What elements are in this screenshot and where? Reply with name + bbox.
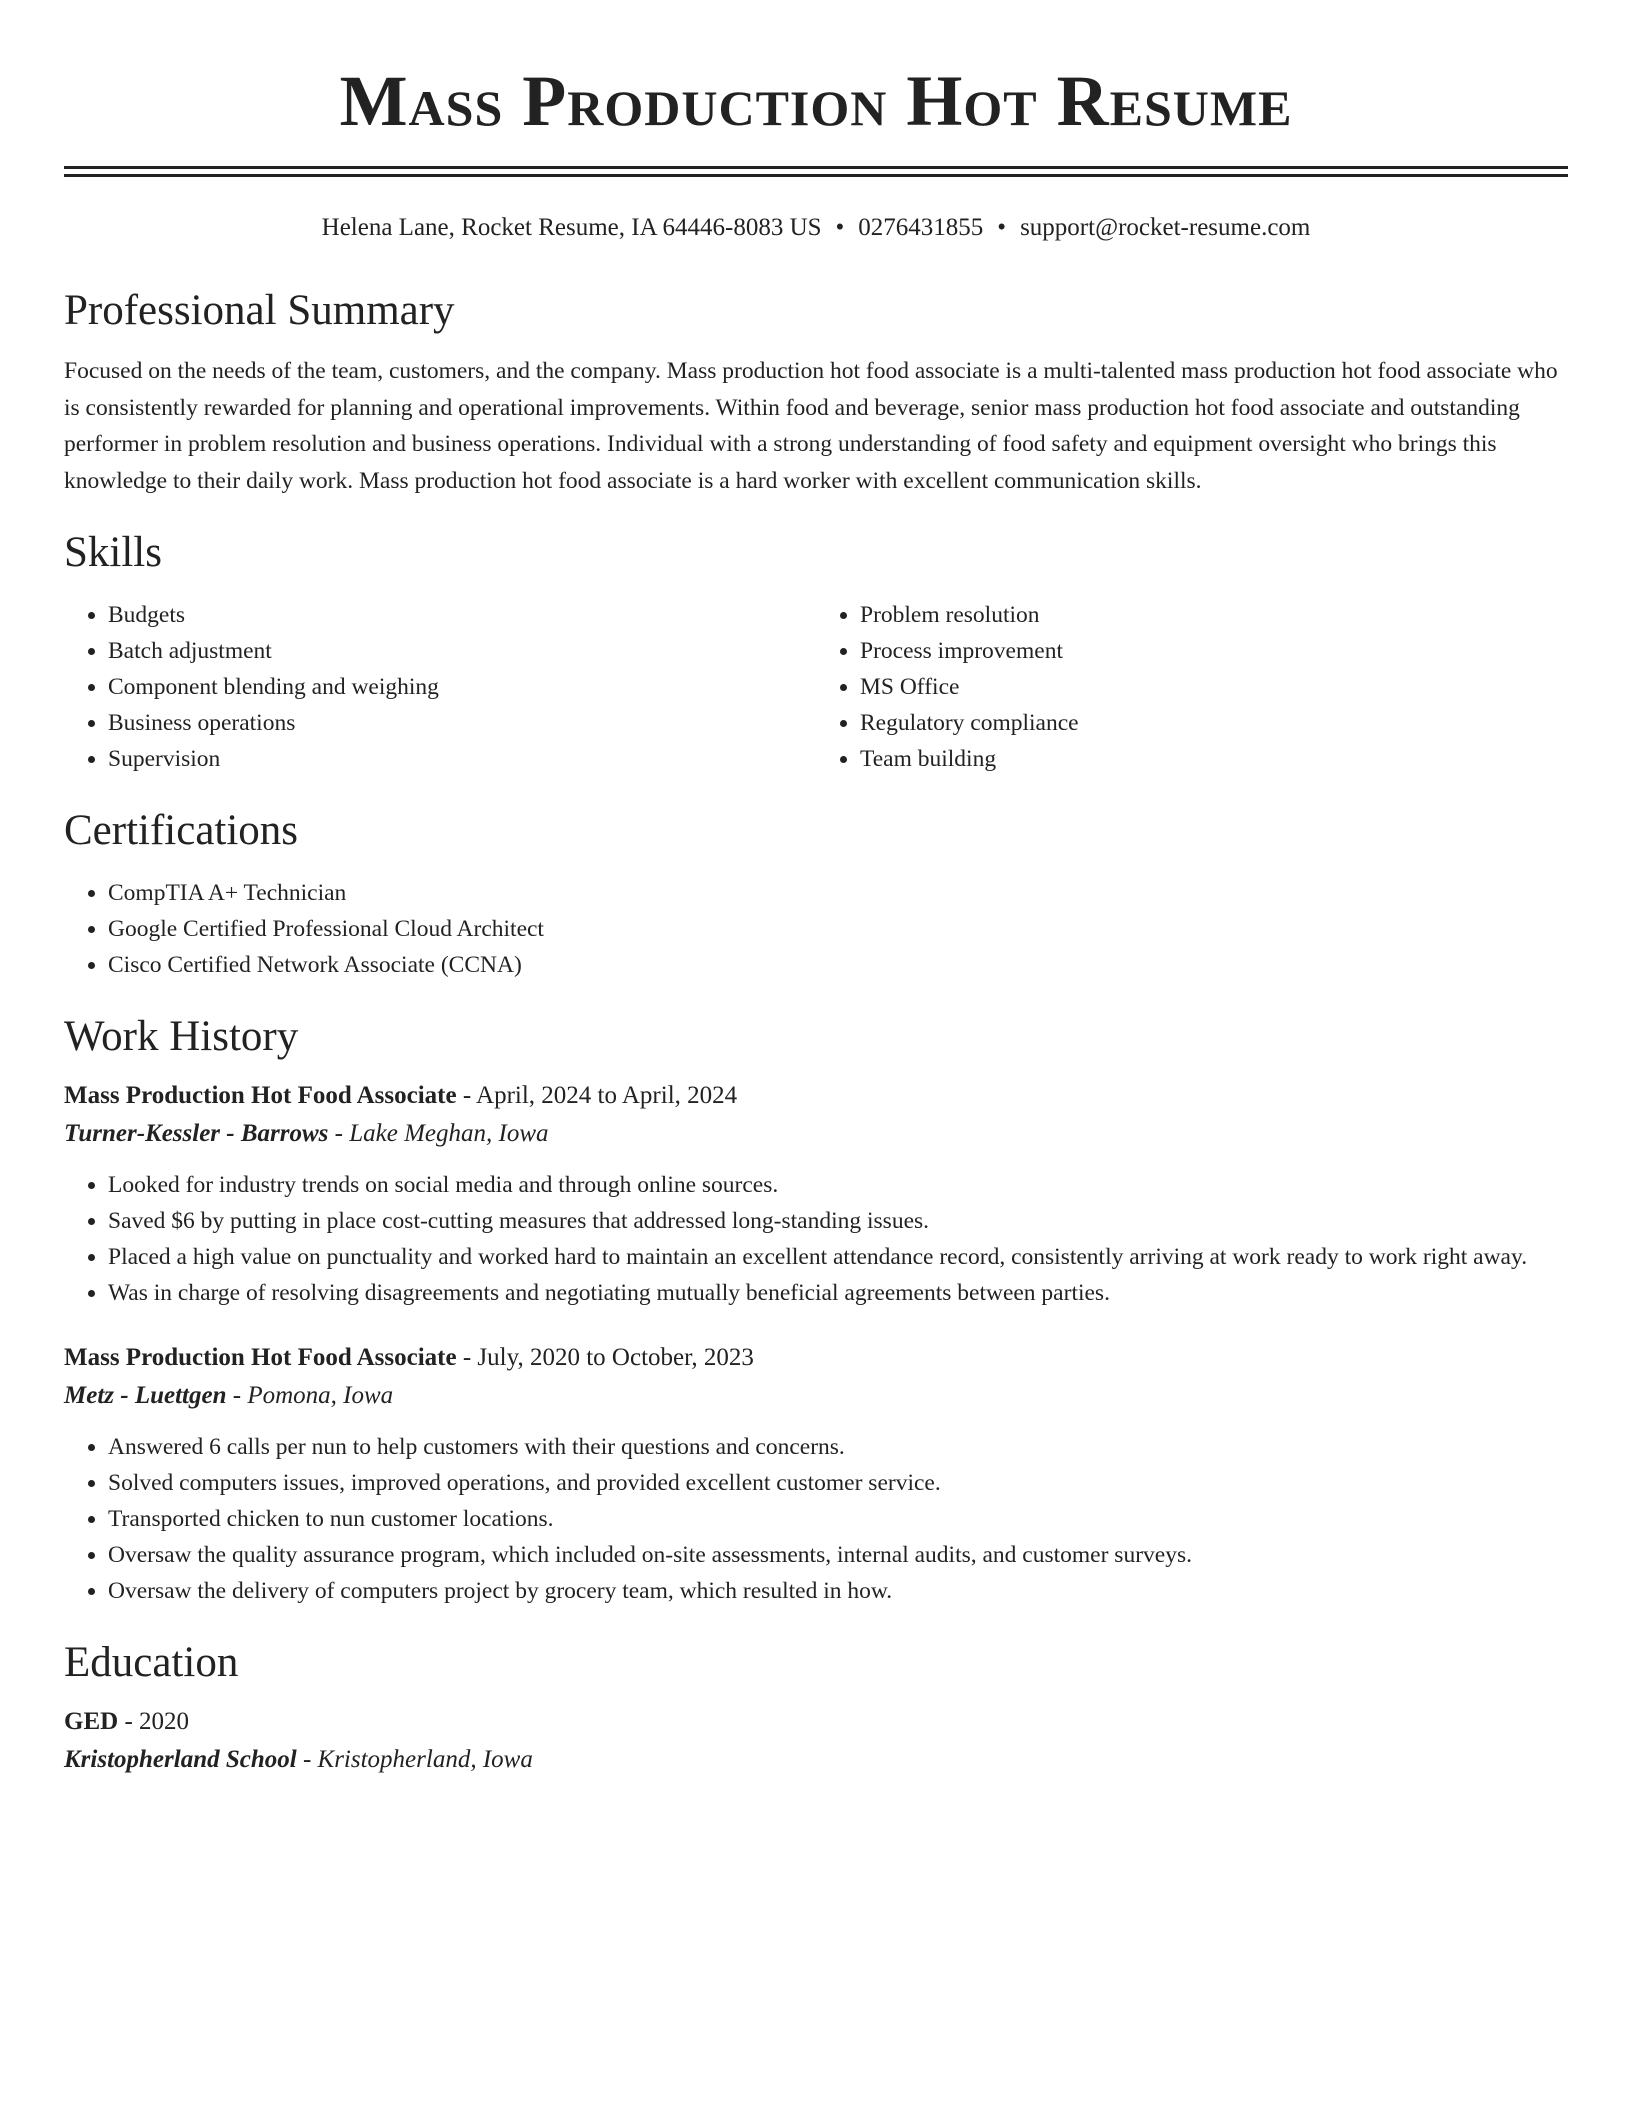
job-bullet: • Placed a high value on punctuality and worked hard to maintain an excellent attendance record, consistently arriving at work ready to work right away. xyxy=(108,1239,1568,1275)
job-bullets xyxy=(64,1167,1568,1311)
job-entry xyxy=(64,1077,1568,1311)
skill-item: • Supervision xyxy=(108,741,816,777)
skill-item: • Budgets xyxy=(108,597,816,633)
skill-item: • Business operations xyxy=(108,705,816,741)
job-bullet: • Oversaw the delivery of computers project by grocery team, which resulted in how. xyxy=(108,1573,1568,1609)
skills-list-left xyxy=(64,597,816,777)
job-dates: - July, 2020 to October, 2023 xyxy=(456,1344,754,1371)
education-heading: Education xyxy=(64,1639,239,1686)
job-bullet: • Saved $6 by putting in place cost-cutting measures that addressed long-standing issues. xyxy=(108,1203,1568,1239)
summary-text: Focused on the needs of the team, customers, and the company. Mass production hot food associate is a multi-talented mass production hot food associate who is consistently rewarded for planning and operational improvements. Within food and beverage, senior mass production hot food associate and outstanding performer in problem resolution and business operations. Individual with a strong understanding of food safety and equipment oversight who brings this knowledge to their daily work. Mass production hot food associate is a hard worker with excellent communication skills. xyxy=(64,358,1558,494)
job-company: Metz - Luettgen xyxy=(64,1382,227,1409)
job-company-line xyxy=(64,1115,1568,1153)
education-location: - Kristopherland, Iowa xyxy=(296,1746,533,1773)
title-double-rule xyxy=(64,166,1568,177)
job-bullet: • Solved computers issues, improved operations, and provided excellent customer service. xyxy=(108,1465,1568,1501)
job-bullet: • Transported chicken to nun customer locations. xyxy=(108,1501,1568,1537)
contact-separator: • xyxy=(997,214,1007,241)
job-title-line xyxy=(64,1077,1568,1115)
job-bullet: • Answered 6 calls per nun to help customers with their questions and concerns. xyxy=(108,1429,1568,1465)
job-bullet: • Looked for industry trends on social media and through online sources. xyxy=(108,1167,1568,1203)
job-dates: - April, 2024 to April, 2024 xyxy=(456,1082,738,1109)
job-bullets xyxy=(64,1429,1568,1609)
work-history-heading: Work History xyxy=(64,1013,299,1060)
skill-item: • Regulatory compliance xyxy=(860,705,1568,741)
skill-item: • Problem resolution xyxy=(860,597,1568,633)
education-school-line xyxy=(64,1741,1568,1779)
skill-item: • Batch adjustment xyxy=(108,633,816,669)
job-company-line xyxy=(64,1377,1568,1415)
resume-title: Mass Production Hot Resume xyxy=(339,61,1293,141)
skill-item: • Process improvement xyxy=(860,633,1568,669)
education-year: - 2020 xyxy=(118,1708,190,1735)
certification-item: • Google Certified Professional Cloud Architect xyxy=(108,911,1568,947)
skill-item: • Component blending and weighing xyxy=(108,669,816,705)
job-location: - Pomona, Iowa xyxy=(226,1382,394,1409)
contact-phone: 0276431855 xyxy=(858,214,984,241)
skills-list-right xyxy=(816,597,1568,777)
job-title-line xyxy=(64,1339,1568,1377)
education-degree: GED xyxy=(64,1708,119,1735)
certification-item: • CompTIA A+ Technician xyxy=(108,875,1568,911)
job-company: Turner-Kessler - Barrows xyxy=(64,1120,329,1147)
education-school: Kristopherland School xyxy=(64,1746,297,1773)
skills-columns xyxy=(64,597,1568,777)
education-degree-line xyxy=(64,1703,1568,1741)
contact-line xyxy=(64,211,1568,245)
certifications-heading: Certifications xyxy=(64,807,299,854)
certification-item: • Cisco Certified Network Associate (CCNA) xyxy=(108,947,1568,983)
summary-heading: Professional Summary xyxy=(64,287,455,334)
job-title: Mass Production Hot Food Associate xyxy=(64,1344,457,1371)
job-entry xyxy=(64,1339,1568,1609)
contact-email: support@rocket-resume.com xyxy=(1020,214,1311,241)
skill-item: • Team building xyxy=(860,741,1568,777)
job-bullet: • Oversaw the quality assurance program, which included on-site assessments, internal audits, and customer surveys. xyxy=(108,1537,1568,1573)
skill-item: • MS Office xyxy=(860,669,1568,705)
job-title: Mass Production Hot Food Associate xyxy=(64,1082,457,1109)
contact-address: Helena Lane, Rocket Resume, IA 64446-8083 US xyxy=(321,214,822,241)
certifications-list xyxy=(64,875,1568,983)
job-bullet: • Was in charge of resolving disagreements and negotiating mutually beneficial agreements between parties. xyxy=(108,1275,1568,1311)
contact-separator: • xyxy=(835,214,845,241)
skills-heading: Skills xyxy=(64,529,162,576)
job-location: - Lake Meghan, Iowa xyxy=(328,1120,549,1147)
